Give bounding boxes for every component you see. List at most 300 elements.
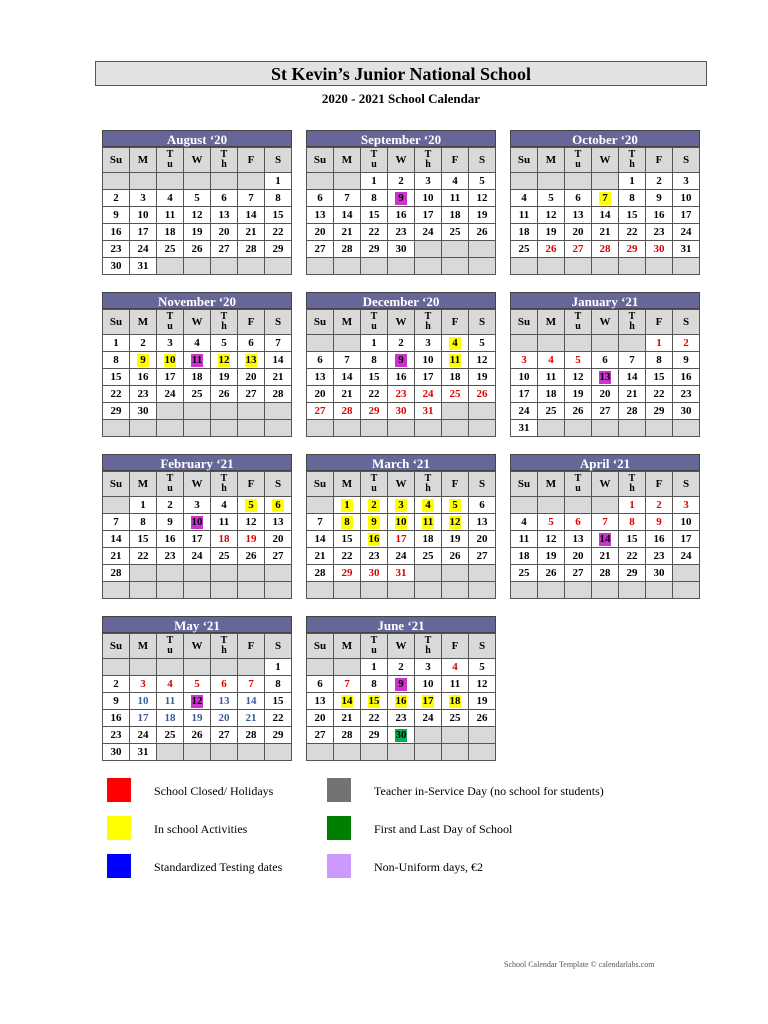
day-cell: 23	[130, 386, 157, 403]
week-row	[103, 659, 292, 676]
day-cell: 14	[307, 531, 334, 548]
legend-label: School Closed/ Holidays	[154, 784, 274, 798]
day-cell: 4	[157, 676, 184, 693]
day-cell: 22	[334, 548, 361, 565]
empty-cell	[130, 565, 157, 582]
weekday-header: M	[130, 472, 157, 497]
weekday-header: T h	[211, 310, 238, 335]
day-cell: 8	[265, 676, 292, 693]
day-cell: 19	[184, 224, 211, 241]
day-cell: 10	[157, 352, 184, 369]
day-cell: 22	[103, 386, 130, 403]
day-cell: 1	[130, 497, 157, 514]
weekday-header: W	[184, 472, 211, 497]
day-cell: 3	[130, 190, 157, 207]
weekday-header: F	[646, 472, 673, 497]
day-cell: 9	[103, 207, 130, 224]
day-cell: 28	[334, 241, 361, 258]
empty-cell	[265, 582, 292, 599]
empty-cell	[334, 335, 361, 352]
week-row	[103, 173, 292, 190]
day-cell: 4	[511, 190, 538, 207]
day-cell: 31	[130, 258, 157, 275]
day-cell: 1	[619, 173, 646, 190]
week-row	[307, 676, 496, 693]
day-cell: 16	[673, 369, 700, 386]
empty-cell	[415, 258, 442, 275]
empty-cell	[592, 258, 619, 275]
day-cell: 14	[334, 369, 361, 386]
empty-cell	[130, 173, 157, 190]
day-cell: 19	[211, 369, 238, 386]
weekday-header: F	[442, 148, 469, 173]
day-cell: 26	[469, 710, 496, 727]
day-cell: 2	[388, 173, 415, 190]
day-cell: 9	[646, 190, 673, 207]
day-cell: 16	[130, 369, 157, 386]
legend-swatch	[327, 816, 351, 840]
empty-cell	[334, 173, 361, 190]
day-cell: 26	[538, 241, 565, 258]
week-row	[511, 224, 700, 241]
day-cell: 25	[415, 548, 442, 565]
day-cell: 17	[157, 369, 184, 386]
day-cell: 9	[673, 352, 700, 369]
day-cell: 13	[211, 693, 238, 710]
day-cell: 12	[238, 514, 265, 531]
week-row	[103, 403, 292, 420]
week-row	[103, 386, 292, 403]
day-cell: 4	[511, 514, 538, 531]
week-row	[307, 335, 496, 352]
day-cell: 15	[361, 207, 388, 224]
empty-cell	[211, 582, 238, 599]
month-calendar	[102, 454, 292, 599]
day-cell: 30	[388, 403, 415, 420]
day-cell: 11	[442, 190, 469, 207]
week-row	[103, 565, 292, 582]
day-cell: 20	[565, 224, 592, 241]
week-row	[307, 582, 496, 599]
day-cell: 14	[238, 207, 265, 224]
month-title: March ‘21	[306, 454, 496, 471]
day-cell: 30	[673, 403, 700, 420]
empty-cell	[442, 258, 469, 275]
weekday-header: T h	[211, 634, 238, 659]
day-cell: 24	[415, 224, 442, 241]
week-row	[307, 497, 496, 514]
weekday-header: M	[334, 310, 361, 335]
month-grid	[102, 471, 292, 599]
day-cell: 1	[334, 497, 361, 514]
day-cell: 24	[130, 241, 157, 258]
empty-cell	[211, 173, 238, 190]
day-cell: 3	[388, 497, 415, 514]
empty-cell	[646, 258, 673, 275]
day-cell: 17	[415, 369, 442, 386]
day-cell: 9	[388, 190, 415, 207]
day-cell: 2	[130, 335, 157, 352]
day-cell: 21	[238, 710, 265, 727]
day-cell: 5	[538, 190, 565, 207]
day-cell: 6	[565, 514, 592, 531]
day-cell: 21	[238, 224, 265, 241]
week-row	[103, 497, 292, 514]
empty-cell	[184, 258, 211, 275]
day-cell: 30	[103, 744, 130, 761]
day-cell: 14	[103, 531, 130, 548]
weekday-header: Su	[307, 634, 334, 659]
weekday-header: T h	[619, 472, 646, 497]
day-cell: 22	[265, 224, 292, 241]
day-cell: 20	[211, 224, 238, 241]
day-cell: 27	[469, 548, 496, 565]
day-cell: 23	[388, 224, 415, 241]
day-cell: 18	[442, 369, 469, 386]
empty-cell	[415, 241, 442, 258]
weekday-header: S	[469, 634, 496, 659]
day-cell: 3	[673, 497, 700, 514]
day-cell: 7	[619, 352, 646, 369]
week-row	[103, 207, 292, 224]
day-cell: 16	[388, 369, 415, 386]
weekday-header: F	[238, 634, 265, 659]
day-cell: 24	[157, 386, 184, 403]
weekday-header: Su	[307, 148, 334, 173]
day-cell: 10	[184, 514, 211, 531]
empty-cell	[265, 565, 292, 582]
empty-cell	[415, 582, 442, 599]
weekday-header: T h	[619, 148, 646, 173]
week-row	[511, 241, 700, 258]
day-cell: 30	[388, 727, 415, 744]
day-cell: 22	[361, 386, 388, 403]
day-cell: 17	[184, 531, 211, 548]
month-title: February ‘21	[102, 454, 292, 471]
weekday-header: F	[238, 472, 265, 497]
empty-cell	[184, 565, 211, 582]
day-cell: 25	[511, 565, 538, 582]
day-cell: 7	[334, 676, 361, 693]
day-cell: 13	[238, 352, 265, 369]
day-cell: 11	[442, 676, 469, 693]
day-cell: 9	[646, 514, 673, 531]
day-cell: 10	[673, 190, 700, 207]
empty-cell	[103, 173, 130, 190]
day-cell: 8	[361, 190, 388, 207]
day-cell: 15	[265, 207, 292, 224]
day-cell: 19	[184, 710, 211, 727]
weekday-header: M	[334, 148, 361, 173]
month-grid	[510, 471, 700, 599]
day-cell: 26	[211, 386, 238, 403]
day-cell: 6	[469, 497, 496, 514]
day-cell: 12	[211, 352, 238, 369]
weekday-header: T u	[361, 310, 388, 335]
day-cell: 18	[511, 224, 538, 241]
day-cell: 13	[211, 207, 238, 224]
week-row	[511, 335, 700, 352]
day-cell: 27	[565, 565, 592, 582]
week-row	[307, 386, 496, 403]
day-cell: 2	[157, 497, 184, 514]
weekday-header: T h	[619, 310, 646, 335]
day-cell: 14	[334, 693, 361, 710]
day-cell: 13	[307, 369, 334, 386]
day-cell: 22	[619, 224, 646, 241]
day-cell: 25	[511, 241, 538, 258]
day-cell: 12	[184, 693, 211, 710]
week-row	[307, 352, 496, 369]
day-cell: 7	[592, 190, 619, 207]
month-grid	[306, 471, 496, 599]
empty-cell	[157, 582, 184, 599]
day-cell: 21	[592, 548, 619, 565]
day-cell: 12	[469, 352, 496, 369]
empty-cell	[442, 420, 469, 437]
empty-cell	[415, 744, 442, 761]
week-row	[103, 693, 292, 710]
legend-label: Standardized Testing dates	[154, 860, 283, 874]
day-cell: 27	[307, 241, 334, 258]
day-cell: 8	[646, 352, 673, 369]
day-cell: 28	[238, 727, 265, 744]
weekday-header: F	[442, 634, 469, 659]
day-cell: 3	[415, 173, 442, 190]
day-cell: 6	[265, 497, 292, 514]
day-cell: 21	[334, 386, 361, 403]
day-cell: 12	[538, 207, 565, 224]
weekday-header: M	[130, 310, 157, 335]
empty-cell	[511, 258, 538, 275]
day-cell: 9	[103, 693, 130, 710]
day-cell: 24	[511, 403, 538, 420]
day-cell: 6	[592, 352, 619, 369]
empty-cell	[157, 403, 184, 420]
day-cell: 31	[388, 565, 415, 582]
day-cell: 25	[157, 241, 184, 258]
empty-cell	[238, 258, 265, 275]
day-cell: 17	[415, 693, 442, 710]
week-row	[511, 582, 700, 599]
empty-cell	[307, 173, 334, 190]
day-cell: 17	[511, 386, 538, 403]
month-title: November ‘20	[102, 292, 292, 309]
day-cell: 6	[307, 676, 334, 693]
empty-cell	[565, 258, 592, 275]
day-cell: 28	[307, 565, 334, 582]
day-cell: 16	[361, 531, 388, 548]
empty-cell	[469, 727, 496, 744]
empty-cell	[103, 582, 130, 599]
day-cell: 3	[511, 352, 538, 369]
day-cell: 29	[361, 403, 388, 420]
day-cell: 22	[265, 710, 292, 727]
day-cell: 27	[307, 727, 334, 744]
day-cell: 16	[388, 207, 415, 224]
day-cell: 30	[361, 565, 388, 582]
day-cell: 2	[646, 497, 673, 514]
week-row	[511, 548, 700, 565]
day-cell: 9	[361, 514, 388, 531]
empty-cell	[334, 258, 361, 275]
week-row	[103, 258, 292, 275]
day-cell: 14	[592, 531, 619, 548]
day-cell: 11	[511, 207, 538, 224]
day-cell: 30	[103, 258, 130, 275]
week-row	[307, 207, 496, 224]
month-grid	[306, 309, 496, 437]
day-cell: 2	[646, 173, 673, 190]
empty-cell	[307, 497, 334, 514]
weekday-header: T h	[211, 148, 238, 173]
day-cell: 10	[415, 676, 442, 693]
day-cell: 22	[130, 548, 157, 565]
day-cell: 17	[130, 710, 157, 727]
week-row	[307, 565, 496, 582]
weekday-header: T u	[361, 148, 388, 173]
day-cell: 14	[265, 352, 292, 369]
day-cell: 2	[673, 335, 700, 352]
day-cell: 6	[307, 352, 334, 369]
empty-cell	[469, 403, 496, 420]
empty-cell	[673, 258, 700, 275]
day-cell: 5	[565, 352, 592, 369]
day-cell: 8	[619, 190, 646, 207]
month-title: December ‘20	[306, 292, 496, 309]
empty-cell	[157, 420, 184, 437]
day-cell: 11	[415, 514, 442, 531]
day-cell: 8	[265, 190, 292, 207]
week-row	[103, 531, 292, 548]
empty-cell	[388, 420, 415, 437]
weekday-header: M	[130, 634, 157, 659]
day-cell: 15	[361, 693, 388, 710]
week-row	[103, 744, 292, 761]
day-cell: 26	[184, 727, 211, 744]
day-cell: 27	[565, 241, 592, 258]
week-row	[511, 514, 700, 531]
weekday-header: Su	[511, 472, 538, 497]
day-cell: 9	[388, 676, 415, 693]
day-cell: 12	[538, 531, 565, 548]
day-cell: 17	[673, 531, 700, 548]
weekday-header: S	[673, 310, 700, 335]
day-cell: 16	[157, 531, 184, 548]
weekday-header: W	[388, 472, 415, 497]
week-row	[103, 710, 292, 727]
empty-cell	[592, 497, 619, 514]
day-cell: 27	[238, 386, 265, 403]
weekday-header: Su	[103, 472, 130, 497]
day-cell: 29	[619, 565, 646, 582]
day-cell: 17	[673, 207, 700, 224]
empty-cell	[307, 335, 334, 352]
week-row	[103, 727, 292, 744]
week-row	[511, 173, 700, 190]
day-cell: 13	[565, 531, 592, 548]
day-cell: 4	[415, 497, 442, 514]
month-grid	[306, 147, 496, 275]
weekday-header: W	[592, 148, 619, 173]
day-cell: 20	[565, 548, 592, 565]
day-cell: 9	[157, 514, 184, 531]
empty-cell	[334, 420, 361, 437]
empty-cell	[442, 241, 469, 258]
day-cell: 28	[592, 565, 619, 582]
empty-cell	[265, 420, 292, 437]
month-calendar	[102, 616, 292, 761]
empty-cell	[307, 582, 334, 599]
empty-cell	[538, 335, 565, 352]
day-cell: 19	[538, 548, 565, 565]
footer-credit: School Calendar Template © calendarlabs.com	[504, 960, 655, 969]
legend-label: In school Activities	[154, 822, 248, 836]
empty-cell	[511, 173, 538, 190]
month-calendar	[306, 130, 496, 275]
day-cell: 12	[442, 514, 469, 531]
empty-cell	[307, 420, 334, 437]
day-cell: 11	[538, 369, 565, 386]
day-cell: 19	[469, 207, 496, 224]
month-title: January ‘21	[510, 292, 700, 309]
empty-cell	[184, 403, 211, 420]
day-cell: 19	[469, 369, 496, 386]
day-cell: 15	[619, 531, 646, 548]
day-cell: 14	[619, 369, 646, 386]
day-cell: 28	[238, 241, 265, 258]
day-cell: 19	[238, 531, 265, 548]
weekday-header: Su	[511, 148, 538, 173]
weekday-header: W	[388, 148, 415, 173]
day-cell: 8	[103, 352, 130, 369]
day-cell: 10	[130, 693, 157, 710]
weekday-header: Su	[511, 310, 538, 335]
day-cell: 19	[565, 386, 592, 403]
day-cell: 18	[184, 369, 211, 386]
weekday-header: W	[184, 148, 211, 173]
day-cell: 24	[673, 548, 700, 565]
empty-cell	[538, 497, 565, 514]
empty-cell	[646, 582, 673, 599]
week-row	[307, 531, 496, 548]
day-cell: 15	[619, 207, 646, 224]
day-cell: 5	[211, 335, 238, 352]
day-cell: 30	[388, 241, 415, 258]
day-cell: 31	[673, 241, 700, 258]
day-cell: 8	[361, 352, 388, 369]
empty-cell	[238, 173, 265, 190]
day-cell: 15	[103, 369, 130, 386]
week-row	[307, 258, 496, 275]
empty-cell	[442, 565, 469, 582]
weekday-header: T h	[415, 310, 442, 335]
day-cell: 8	[334, 514, 361, 531]
day-cell: 1	[265, 173, 292, 190]
month-title: September ‘20	[306, 130, 496, 147]
empty-cell	[130, 582, 157, 599]
day-cell: 11	[211, 514, 238, 531]
month-calendar	[306, 454, 496, 599]
day-cell: 15	[361, 369, 388, 386]
day-cell: 31	[511, 420, 538, 437]
empty-cell	[511, 497, 538, 514]
day-cell: 18	[538, 386, 565, 403]
day-cell: 26	[469, 224, 496, 241]
empty-cell	[415, 420, 442, 437]
day-cell: 11	[184, 352, 211, 369]
empty-cell	[103, 659, 130, 676]
